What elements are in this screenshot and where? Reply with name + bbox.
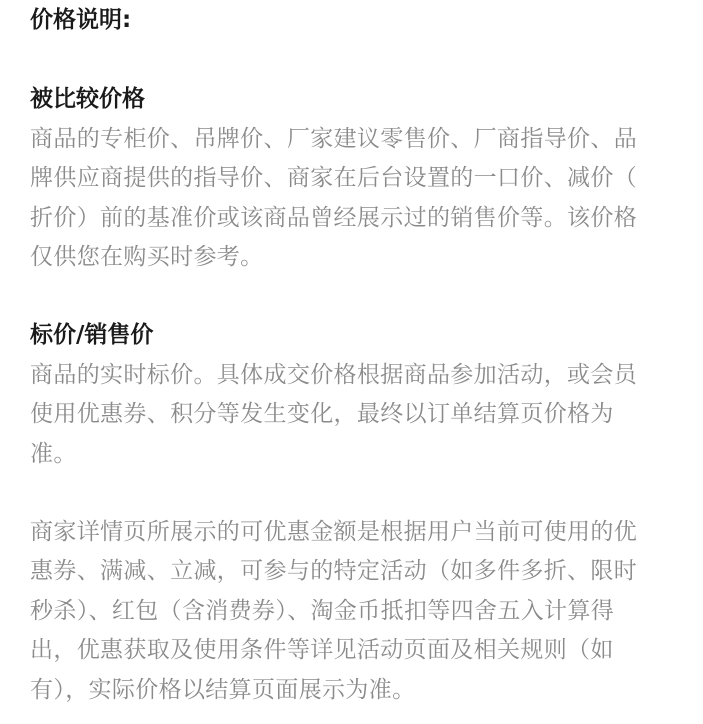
- text-line: 折价）前的基准价或该商品曾经展示过的销售价等。该价格: [30, 204, 638, 231]
- text-line: 商品的实时标价。具体成交价格根据商品参加活动，或会员: [30, 362, 638, 388]
- compared-price-heading: 被比较价格: [30, 86, 145, 112]
- text-line: 商家详情页所展示的可优惠金额是根据用户当前可使用的优: [30, 519, 638, 545]
- page-title: 价格说明:: [30, 7, 132, 33]
- text-line: 商品的专柜价、吊牌价、厂家建议零售价、厂商指导价、品: [30, 126, 638, 152]
- text-line: 使用优惠券、积分等发生变化，最终以订单结算页价格为: [30, 401, 614, 428]
- list-price-description: [30, 356, 637, 474]
- text-line: 准。: [30, 440, 77, 467]
- text-line: 有），实际价格以结算页面展示为准。: [30, 676, 416, 703]
- compared-price-description: [30, 120, 637, 278]
- text-line: 秒杀）、红包（含消费券）、淘金币抵扣等四舍五入计算得: [30, 597, 615, 624]
- text-line: 出，优惠获取及使用条件等详见活动页面及相关规则（如: [30, 637, 614, 664]
- discount-note: [30, 513, 637, 710]
- list-price-heading: 标价/销售价: [30, 322, 154, 348]
- text-line: 仅供您在购买时参考。: [30, 244, 264, 271]
- text-line: 牌供应商提供的指导价、商家在后台设置的一口价、减价（: [30, 165, 638, 192]
- text-line: 惠券、满减、立减，可参与的特定活动（如多件多折、限时: [30, 558, 638, 585]
